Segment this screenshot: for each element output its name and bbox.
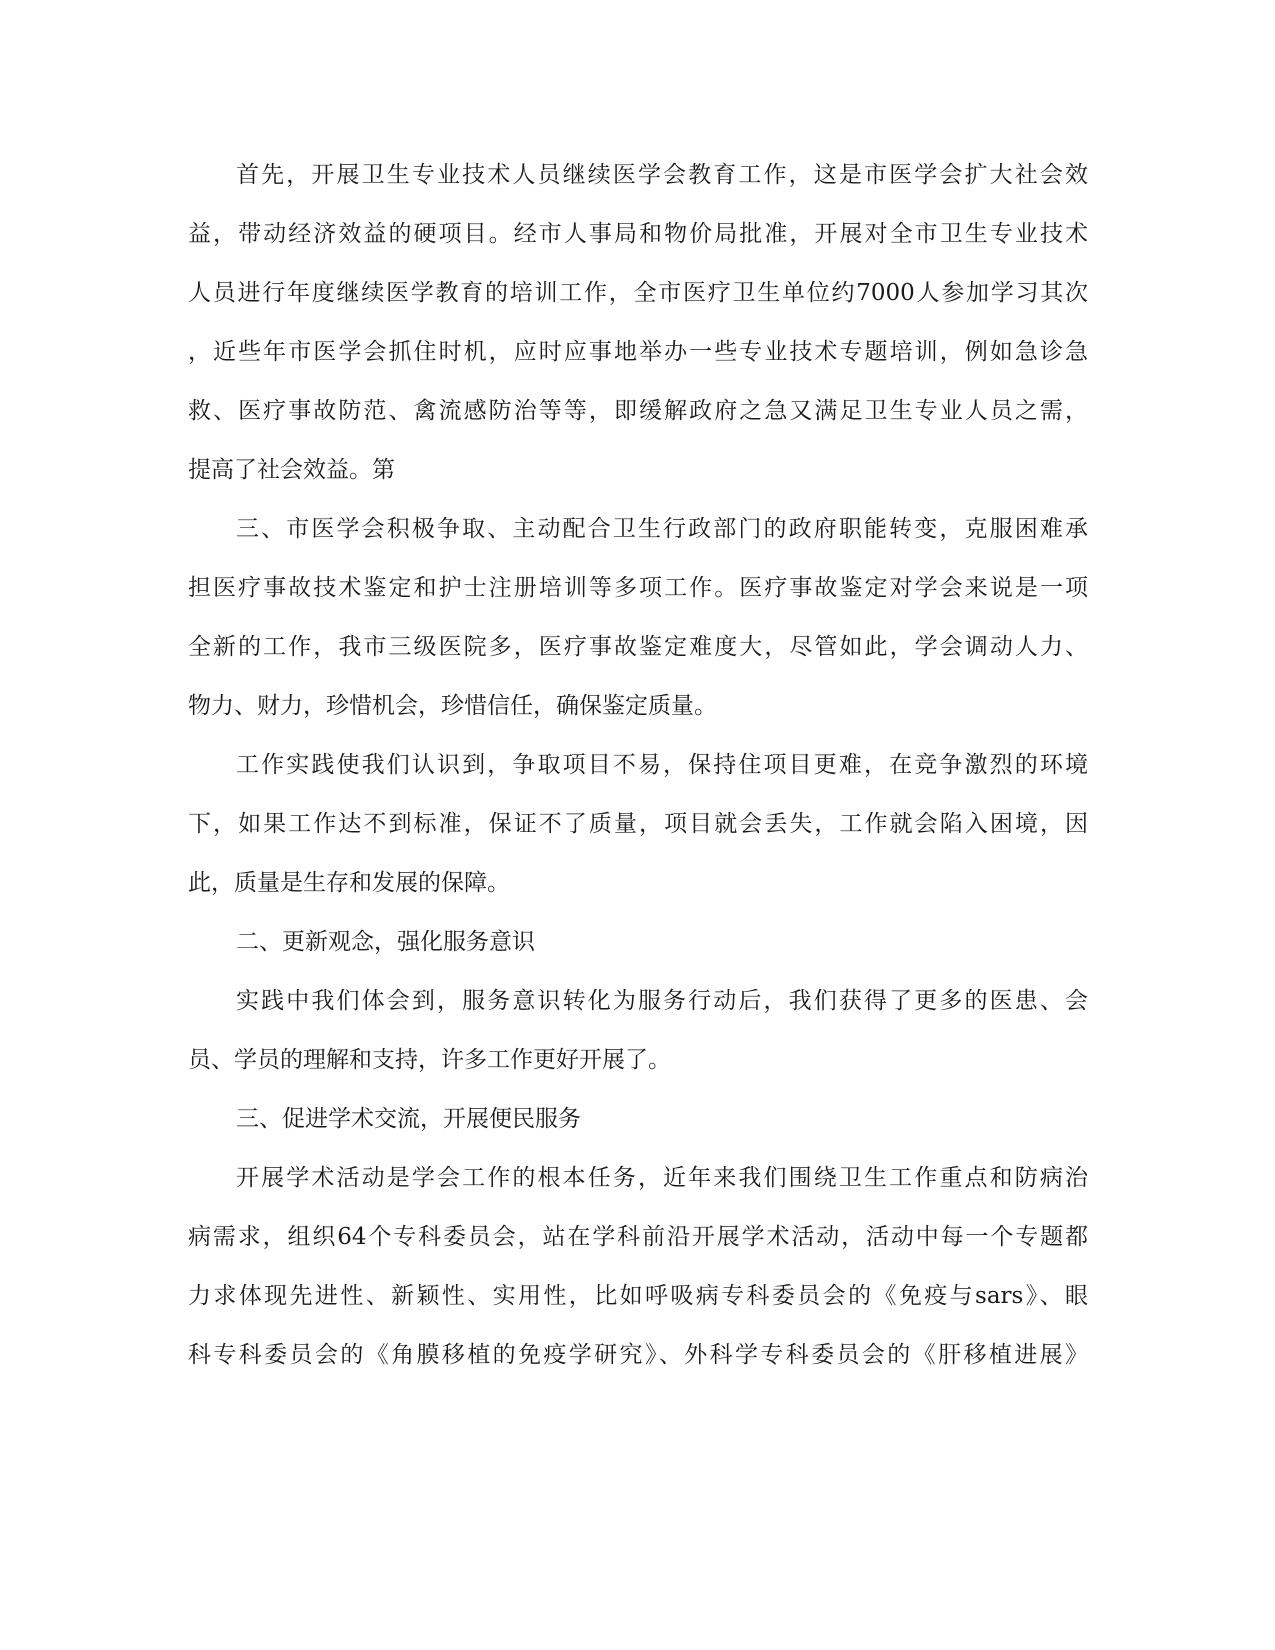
text-line: 员、学员的理解和支持，许多工作更好开展了。 <box>188 1047 671 1073</box>
text-line: 工作实践使我们认识到，争取项目不易，保持住项目更难，在竞争激烈的环境 <box>236 752 1088 778</box>
document-body <box>188 146 1088 1385</box>
text-line: 科专科委员会的《角膜移植的免疫学研究》、外科学专科委员会的《肝移植进展》 <box>188 1342 1088 1368</box>
text-line: ，近些年市医学会抓住时机，应时应事地举办一些专业技术专题培训，例如急诊急 <box>188 339 1088 365</box>
text-line: 救、医疗事故防范、禽流感防治等等，即缓解政府之急又满足卫生专业人员之需， <box>188 398 1088 424</box>
text-line: 病需求，组织64个专科委员会，站在学科前沿开展学术活动，活动中每一个专题都 <box>188 1224 1088 1250</box>
text-line: 人员进行年度继续医学教育的培训工作，全市医疗卫生单位约7000人参加学习其次 <box>188 280 1088 306</box>
text-line: 开展学术活动是学会工作的根本任务，近年来我们围绕卫生工作重点和防病治 <box>236 1165 1088 1191</box>
text-line: 全新的工作，我市三级医院多，医疗事故鉴定难度大，尽管如此，学会调动人力、 <box>188 634 1088 660</box>
text-line: 此，质量是生存和发展的保障。 <box>188 870 510 896</box>
text-line: 担医疗事故技术鉴定和护士注册培训等多项工作。医疗事故鉴定对学会来说是一项 <box>188 575 1088 601</box>
text-line: 三、市医学会积极争取、主动配合卫生行政部门的政府职能转变，克服困难承 <box>236 516 1088 542</box>
section-heading: 三、促进学术交流，开展便民服务 <box>236 1106 581 1132</box>
section-heading: 二、更新观念，强化服务意识 <box>236 929 535 955</box>
text-line: 益，带动经济效益的硬项目。经市人事局和物价局批准，开展对全市卫生专业技术 <box>188 221 1088 247</box>
text-line: 实践中我们体会到，服务意识转化为服务行动后，我们获得了更多的医患、会 <box>236 988 1088 1014</box>
text-line: 首先，开展卫生专业技术人员继续医学会教育工作，这是市医学会扩大社会效 <box>236 162 1088 188</box>
text-line: 提高了社会效益。第 <box>188 457 395 483</box>
text-line: 下，如果工作达不到标准，保证不了质量，项目就会丢失，工作就会陷入困境，因 <box>188 811 1088 837</box>
text-line: 力求体现先进性、新颖性、实用性，比如呼吸病专科委员会的《免疫与sars》、眼 <box>188 1283 1088 1309</box>
text-line: 物力、财力，珍惜机会，珍惜信任，确保鉴定质量。 <box>188 693 717 719</box>
